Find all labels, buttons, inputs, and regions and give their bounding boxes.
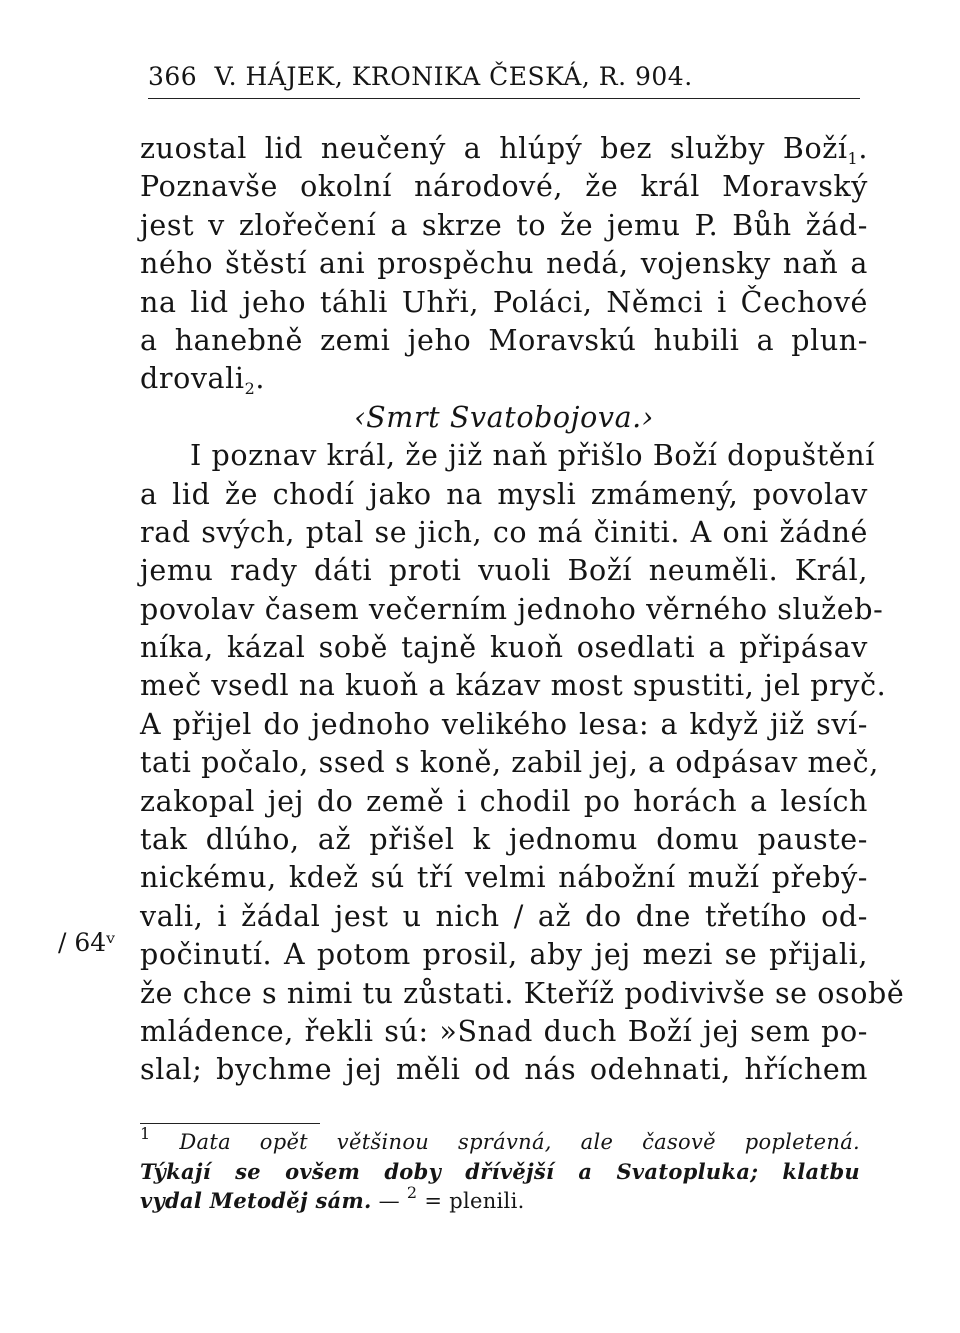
footnote-reference: 2: [244, 379, 256, 399]
text-line: [140, 130, 868, 168]
line-text: tati počalo, ssed s koně, zabil jej, a odpásav meč,: [140, 746, 879, 780]
footnote-equals: =: [417, 1189, 450, 1213]
text-line: [140, 783, 868, 821]
text-line: [140, 514, 868, 552]
line-text: a lid že chodí jako na mysli zmámený, povolav: [140, 477, 868, 511]
footnote-rule: [140, 1123, 320, 1124]
text-line: [140, 245, 868, 283]
footnote-text: Data opět většinou správná, ale časově popletená.: [179, 1130, 861, 1154]
text-line: [140, 284, 868, 322]
line-text: a hanebně zemi jeho Moravskú hubili a plun-: [140, 323, 868, 357]
text-line: [140, 207, 868, 245]
text-line: [140, 1013, 868, 1051]
text-line: [140, 1051, 868, 1089]
footnotes: [140, 1124, 861, 1215]
text-line: [140, 744, 879, 782]
text-line: [140, 168, 868, 206]
line-text: vali, i žádal jest u nich / až do dne třetího od-: [140, 899, 868, 933]
line-punctuation: .: [858, 132, 868, 165]
line-text: I poznav král, že již naň přišlo Boží dopuštění: [190, 439, 875, 473]
line-punctuation: .: [255, 362, 266, 396]
footnote-marker: 2: [406, 1183, 418, 1202]
line-text: jemu rady dáti proti vuoli Boží neuměli. Král,: [140, 554, 868, 588]
line-text: povolav časem večerním jednoho věrného služeb-: [140, 592, 884, 626]
footnote-line: [140, 1183, 860, 1215]
line-text: nickému, kdež sú tří velmi nábožní muží přebý-: [140, 861, 868, 895]
line-text: zakopal jej do země i chodil po horách a lesích: [140, 784, 868, 818]
text-line: [140, 859, 868, 897]
text-line: [140, 322, 868, 360]
line-text: že chce s nimi tu zůstati. Kteříž podivivše se osobě: [140, 976, 905, 1010]
line-text: drovali: [140, 362, 245, 396]
line-text: A přijel do jednoho velikého lesa: a když již sví-: [140, 707, 868, 741]
line-text: jest v zlořečení a skrze to že jemu P. Bůh žád-: [140, 208, 868, 242]
running-header: [148, 62, 866, 91]
line-text: mládence, řekli sú: »Snad duch Boží jej sem po-: [140, 1014, 868, 1048]
main-text: [140, 130, 905, 1090]
text-line: [140, 552, 868, 590]
text-line: [140, 476, 868, 514]
text-line: [140, 706, 868, 744]
text-line: [140, 821, 868, 859]
line-text: ného štěstí ani prospěchu nedá, vojensky naň a: [140, 247, 868, 281]
running-title: V. HÁJEK, KRONIKA ČESKÁ, R. 904.: [214, 62, 693, 91]
footnote-dash: —: [371, 1189, 407, 1213]
line-text: rad svých, ptal se jich, co má činiti. A oni žádné: [140, 515, 868, 549]
footnote-text: vydal Metoděj sám.: [140, 1188, 372, 1213]
line-text: ‹Smrt Svatobojova.›: [354, 400, 654, 434]
line-text: zuostal lid neučený a hlúpý bez služby Boží: [140, 132, 848, 165]
page-number: 366: [148, 62, 198, 91]
text-line: [140, 667, 887, 705]
footnote-line: Týkají se ovšem doby dřívější a Svatopluka; klatbu: [140, 1159, 860, 1184]
line-text: počinutí. A potom prosil, aby jej mezi se přijali,: [140, 938, 868, 972]
header-rule: [148, 98, 860, 99]
line-text: slal; bychme jej měli od nás odehnati, hříchem: [140, 1053, 868, 1087]
text-line: [140, 437, 875, 475]
text-line: [140, 360, 868, 398]
line-text: meč vsedl na kuoň a kázav most spustiti, jel pryč.: [140, 669, 887, 703]
text-line: [140, 591, 884, 629]
footnote-text: plenili.: [449, 1189, 525, 1213]
text-line: [140, 898, 868, 936]
line-text: na lid jeho táhli Uhři, Poláci, Němci i Čechové: [140, 285, 868, 319]
section-heading: [140, 399, 868, 437]
footnote-marker: 1: [140, 1124, 151, 1143]
footnote-reference: 1: [847, 149, 859, 168]
footnote-line: [140, 1124, 861, 1157]
folio-margin-note: / 64ᵛ: [58, 928, 116, 957]
line-text: tak dlúho, až přišel k jednomu domu pauste-: [140, 823, 868, 857]
line-text: níka, kázal sobě tajně kuoň osedlati a připásav: [140, 631, 868, 665]
line-text: Poznavše okolní národové, že král Moravský: [140, 170, 868, 204]
text-line: [140, 629, 868, 667]
text-line: [140, 975, 905, 1013]
text-line: [140, 936, 868, 974]
